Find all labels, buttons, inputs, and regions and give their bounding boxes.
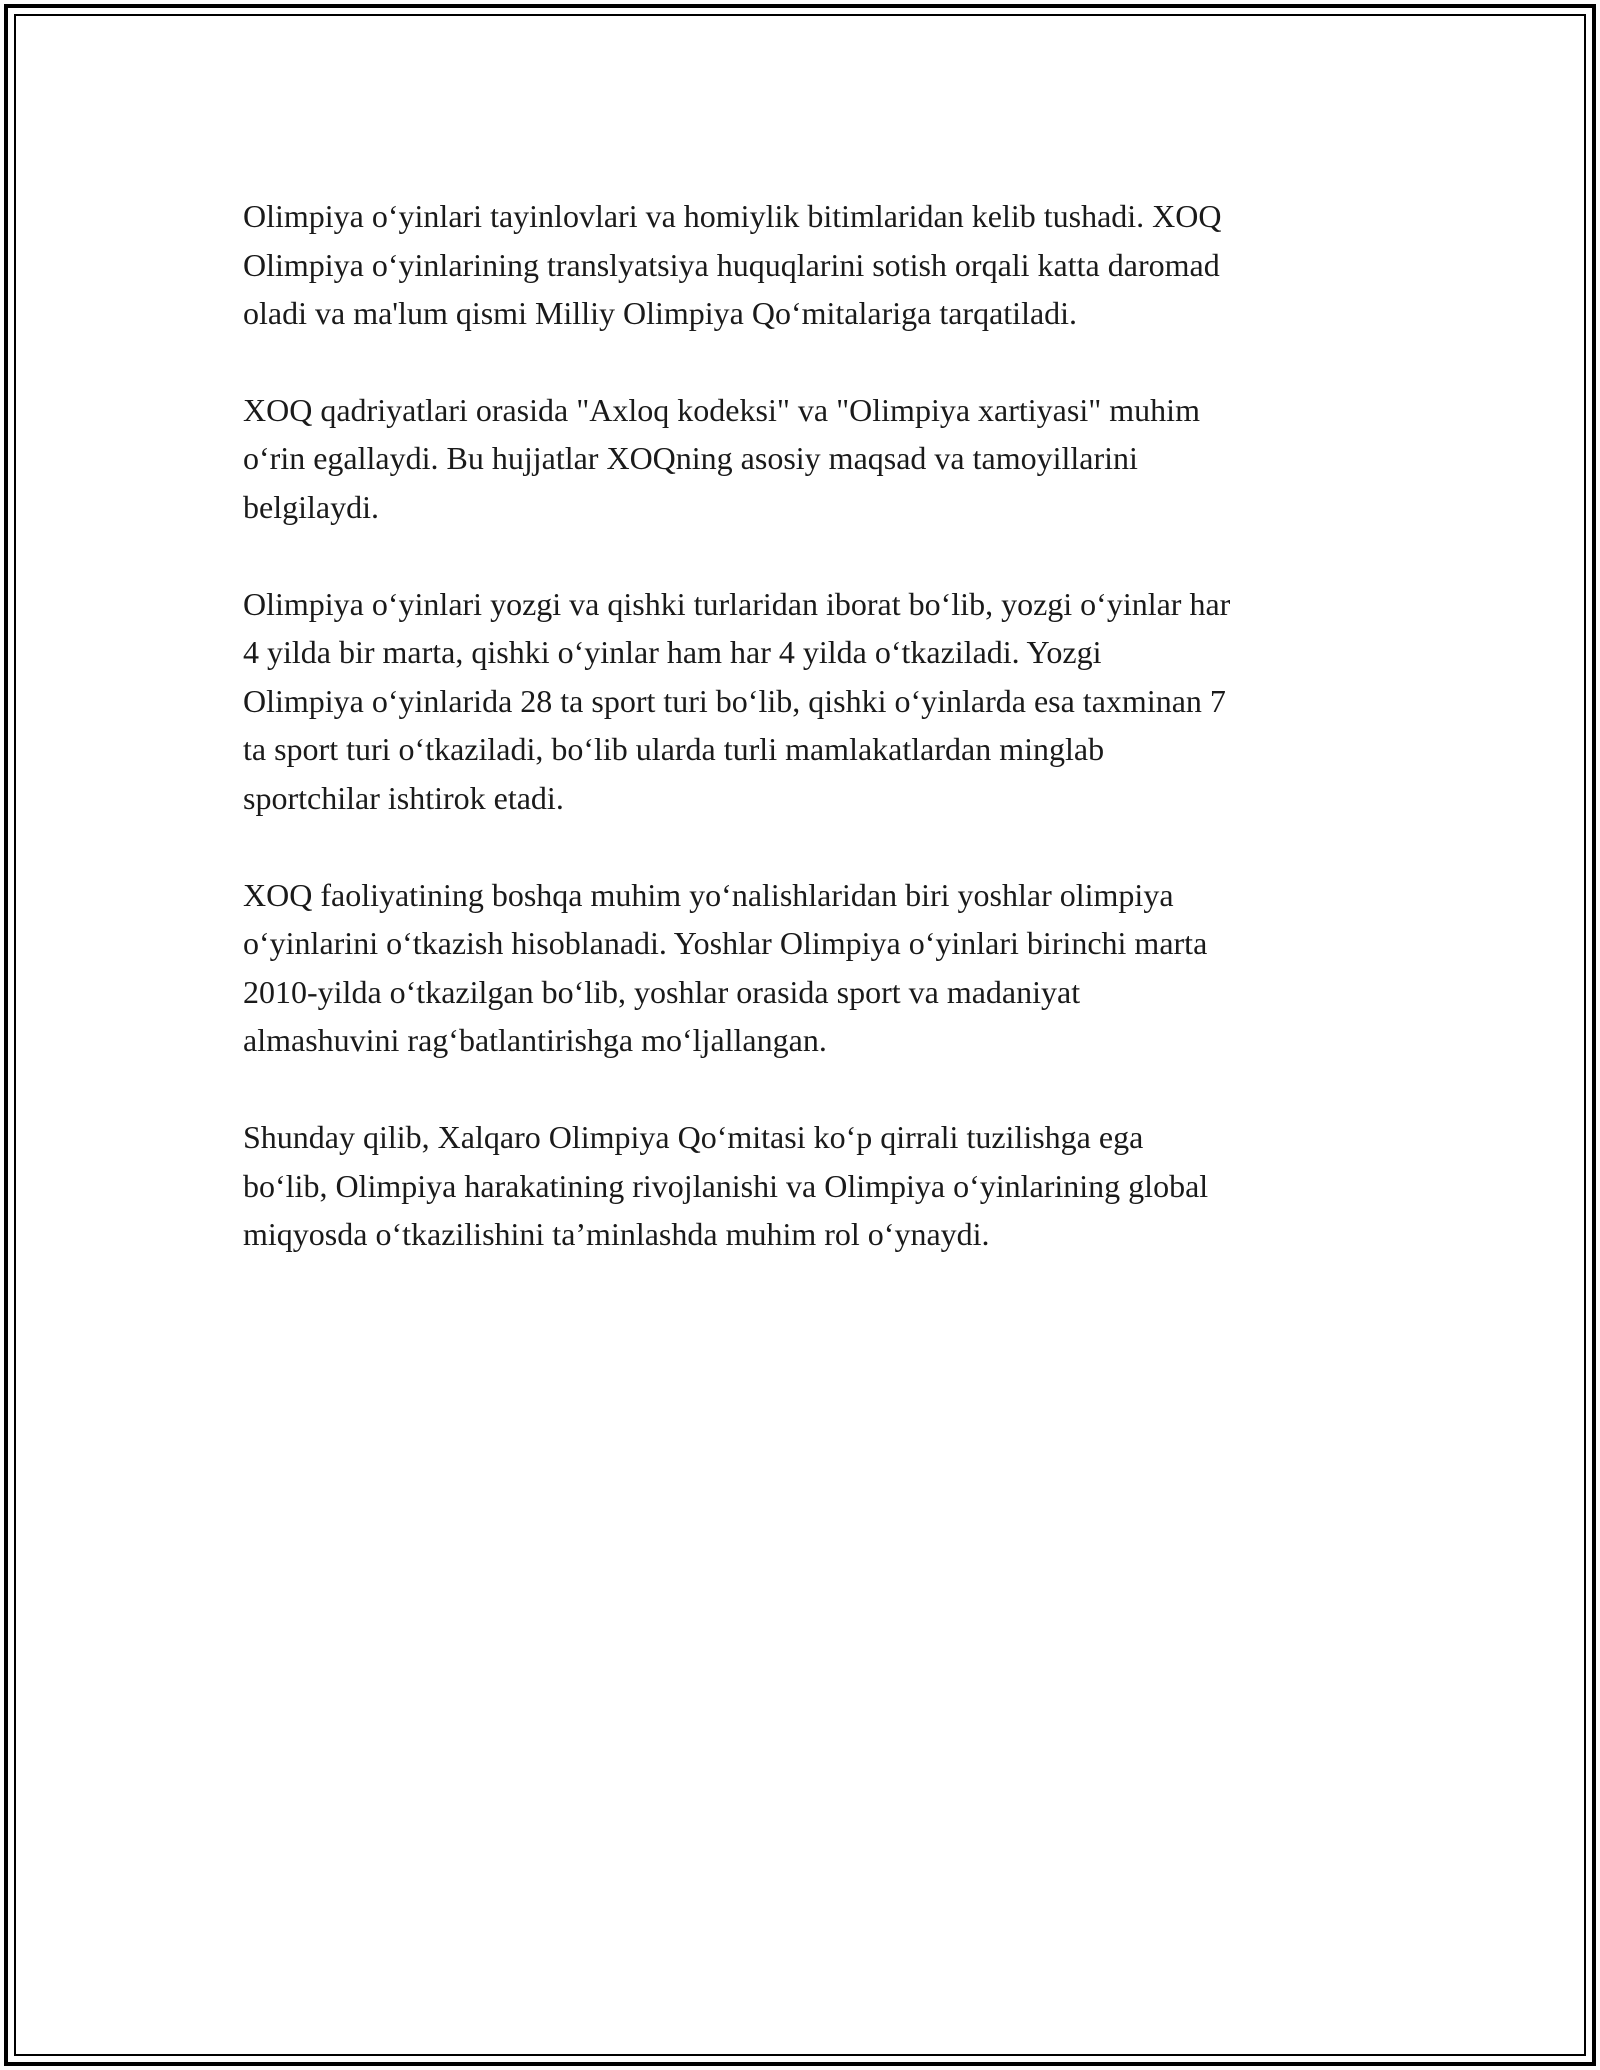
paragraph-line: XOQ faoliyatining boshqa muhim yoʻnalishlaridan biri yoshlar olimpiya <box>243 876 1174 913</box>
paragraph-line: 2010-yilda oʻtkazilgan boʻlib, yoshlar orasida sport va madaniyat <box>243 973 1081 1010</box>
paragraph-line: oʻrin egallaydi. Bu hujjatlar XOQning asosiy maqsad va tamoyillarini <box>243 440 1138 477</box>
paragraph-line: almashuvini ragʻbatlantirishga moʻljallangan. <box>243 1022 827 1059</box>
paragraph-line: ta sport turi oʻtkaziladi, boʻlib ularda turli mamlakatlardan minglab <box>243 731 1105 768</box>
paragraph-line: Olimpiya oʻyinlarining translyatsiya huquqlarini sotish orqali katta daromad <box>243 246 1220 283</box>
paragraph-line: Olimpiya oʻyinlari tayinlovlari va homiylik bitimlaridan kelib tushadi. XOQ <box>243 198 1222 234</box>
paragraph-line: Olimpiya oʻyinlarida 28 ta sport turi boʻlib, qishki oʻyinlarda esa taxminan 7 <box>243 682 1226 719</box>
paragraph <box>243 1113 1383 1259</box>
paragraph-line: boʻlib, Olimpiya harakatining rivojlanishi va Olimpiya oʻyinlarining global <box>243 1167 1209 1204</box>
paragraph <box>243 192 1383 338</box>
paragraph-line: XOQ qadriyatlari orasida "Axloq kodeksi" va "Olimpiya xartiyasi" muhim <box>243 391 1200 428</box>
paragraph-line: Shunday qilib, Xalqaro Olimpiya Qoʻmitasi koʻp qirrali tuzilishga ega <box>243 1118 1144 1155</box>
paragraph-line: miqyosda oʻtkazilishini ta’minlashda muhim rol oʻynaydi. <box>243 1216 990 1253</box>
paragraph-line: belgilaydi. <box>243 488 379 525</box>
paragraph-line: sportchilar ishtirok etadi. <box>243 779 564 816</box>
page-frame <box>4 4 1596 2066</box>
paragraph-line: oʻyinlarini oʻtkazish hisoblanadi. Yoshlar Olimpiya oʻyinlari birinchi marta <box>243 925 1208 962</box>
paragraph-line: Olimpiya oʻyinlari yozgi va qishki turlaridan iborat boʻlib, yozgi oʻyinlar har <box>243 585 1231 622</box>
document-body <box>243 192 1383 1307</box>
paragraph <box>243 386 1383 532</box>
paragraph-line: oladi va ma'lum qismi Milliy Olimpiya Qoʻmitalariga tarqatiladi. <box>243 295 1078 332</box>
paragraph-line: 4 yilda bir marta, qishki oʻyinlar ham har 4 yilda oʻtkaziladi. Yozgi <box>243 634 1102 671</box>
paragraph <box>243 580 1383 823</box>
paragraph <box>243 871 1383 1065</box>
